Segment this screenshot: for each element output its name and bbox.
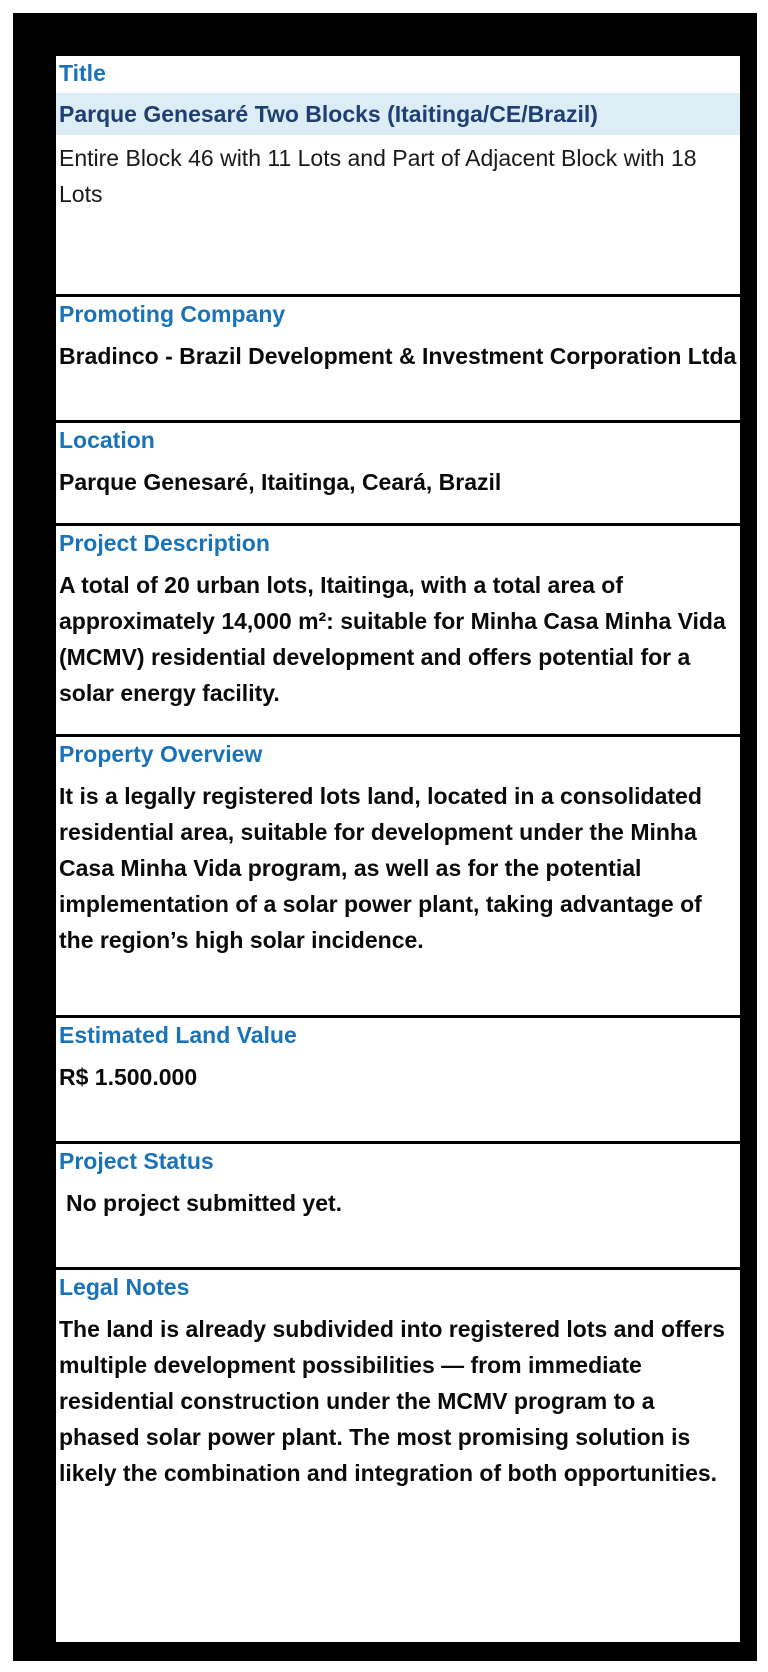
- property-overview-section: [56, 737, 740, 1015]
- title-section: [56, 56, 740, 294]
- promoting-company-section: [56, 297, 740, 420]
- estimated-land-value-value: R$ 1.500.000: [59, 1064, 198, 1090]
- project-status-section: [56, 1144, 740, 1267]
- project-headline: Parque Genesaré Two Blocks (Itaitinga/CE/Brazil): [56, 93, 740, 135]
- location-value: Parque Genesaré, Itaitinga, Ceará, Brazil: [59, 469, 502, 495]
- estimated-land-value-section: [56, 1018, 740, 1141]
- project-subtitle: Entire Block 46 with 11 Lots and Part of Adjacent Block with 18 Lots: [59, 145, 697, 207]
- promoting-company-value: Bradinco - Brazil Development & Investment Corporation Ltda: [59, 343, 737, 369]
- legal-notes-value: The land is already subdivided into registered lots and offers multiple development possibilities — from immediate residential construction under the MCMV program to a phased solar power plant. The most promising solution is likely the combination and integration of both opportunities.: [59, 1316, 725, 1486]
- project-sheet: [56, 56, 740, 1642]
- title-label: Title: [59, 60, 106, 86]
- property-overview-value: It is a legally registered lots land, located in a consolidated residential area, suitable for development under the Minha Casa Minha Vida program, as well as for the potential implementation of a solar power plant, taking advantage of the region’s high solar incidence.: [59, 783, 702, 953]
- legal-notes-label: Legal Notes: [59, 1274, 190, 1300]
- page-frame: [13, 13, 757, 1661]
- estimated-land-value-label: Estimated Land Value: [59, 1022, 297, 1048]
- location-label: Location: [59, 427, 155, 453]
- legal-notes-section: [56, 1270, 740, 1642]
- project-description-section: [56, 526, 740, 734]
- project-description-value: A total of 20 urban lots, Itaitinga, with a total area of approximately 14,000 m²: suitable for Minha Casa Minha Vida (MCMV) residential development and offers potential for a solar energy facility.: [59, 572, 726, 706]
- promoting-company-label: Promoting Company: [59, 301, 286, 327]
- property-overview-label: Property Overview: [59, 741, 263, 767]
- project-description-label: Project Description: [59, 530, 270, 556]
- project-status-label: Project Status: [59, 1148, 214, 1174]
- project-status-value: No project submitted yet.: [66, 1190, 343, 1216]
- location-section: [56, 423, 740, 523]
